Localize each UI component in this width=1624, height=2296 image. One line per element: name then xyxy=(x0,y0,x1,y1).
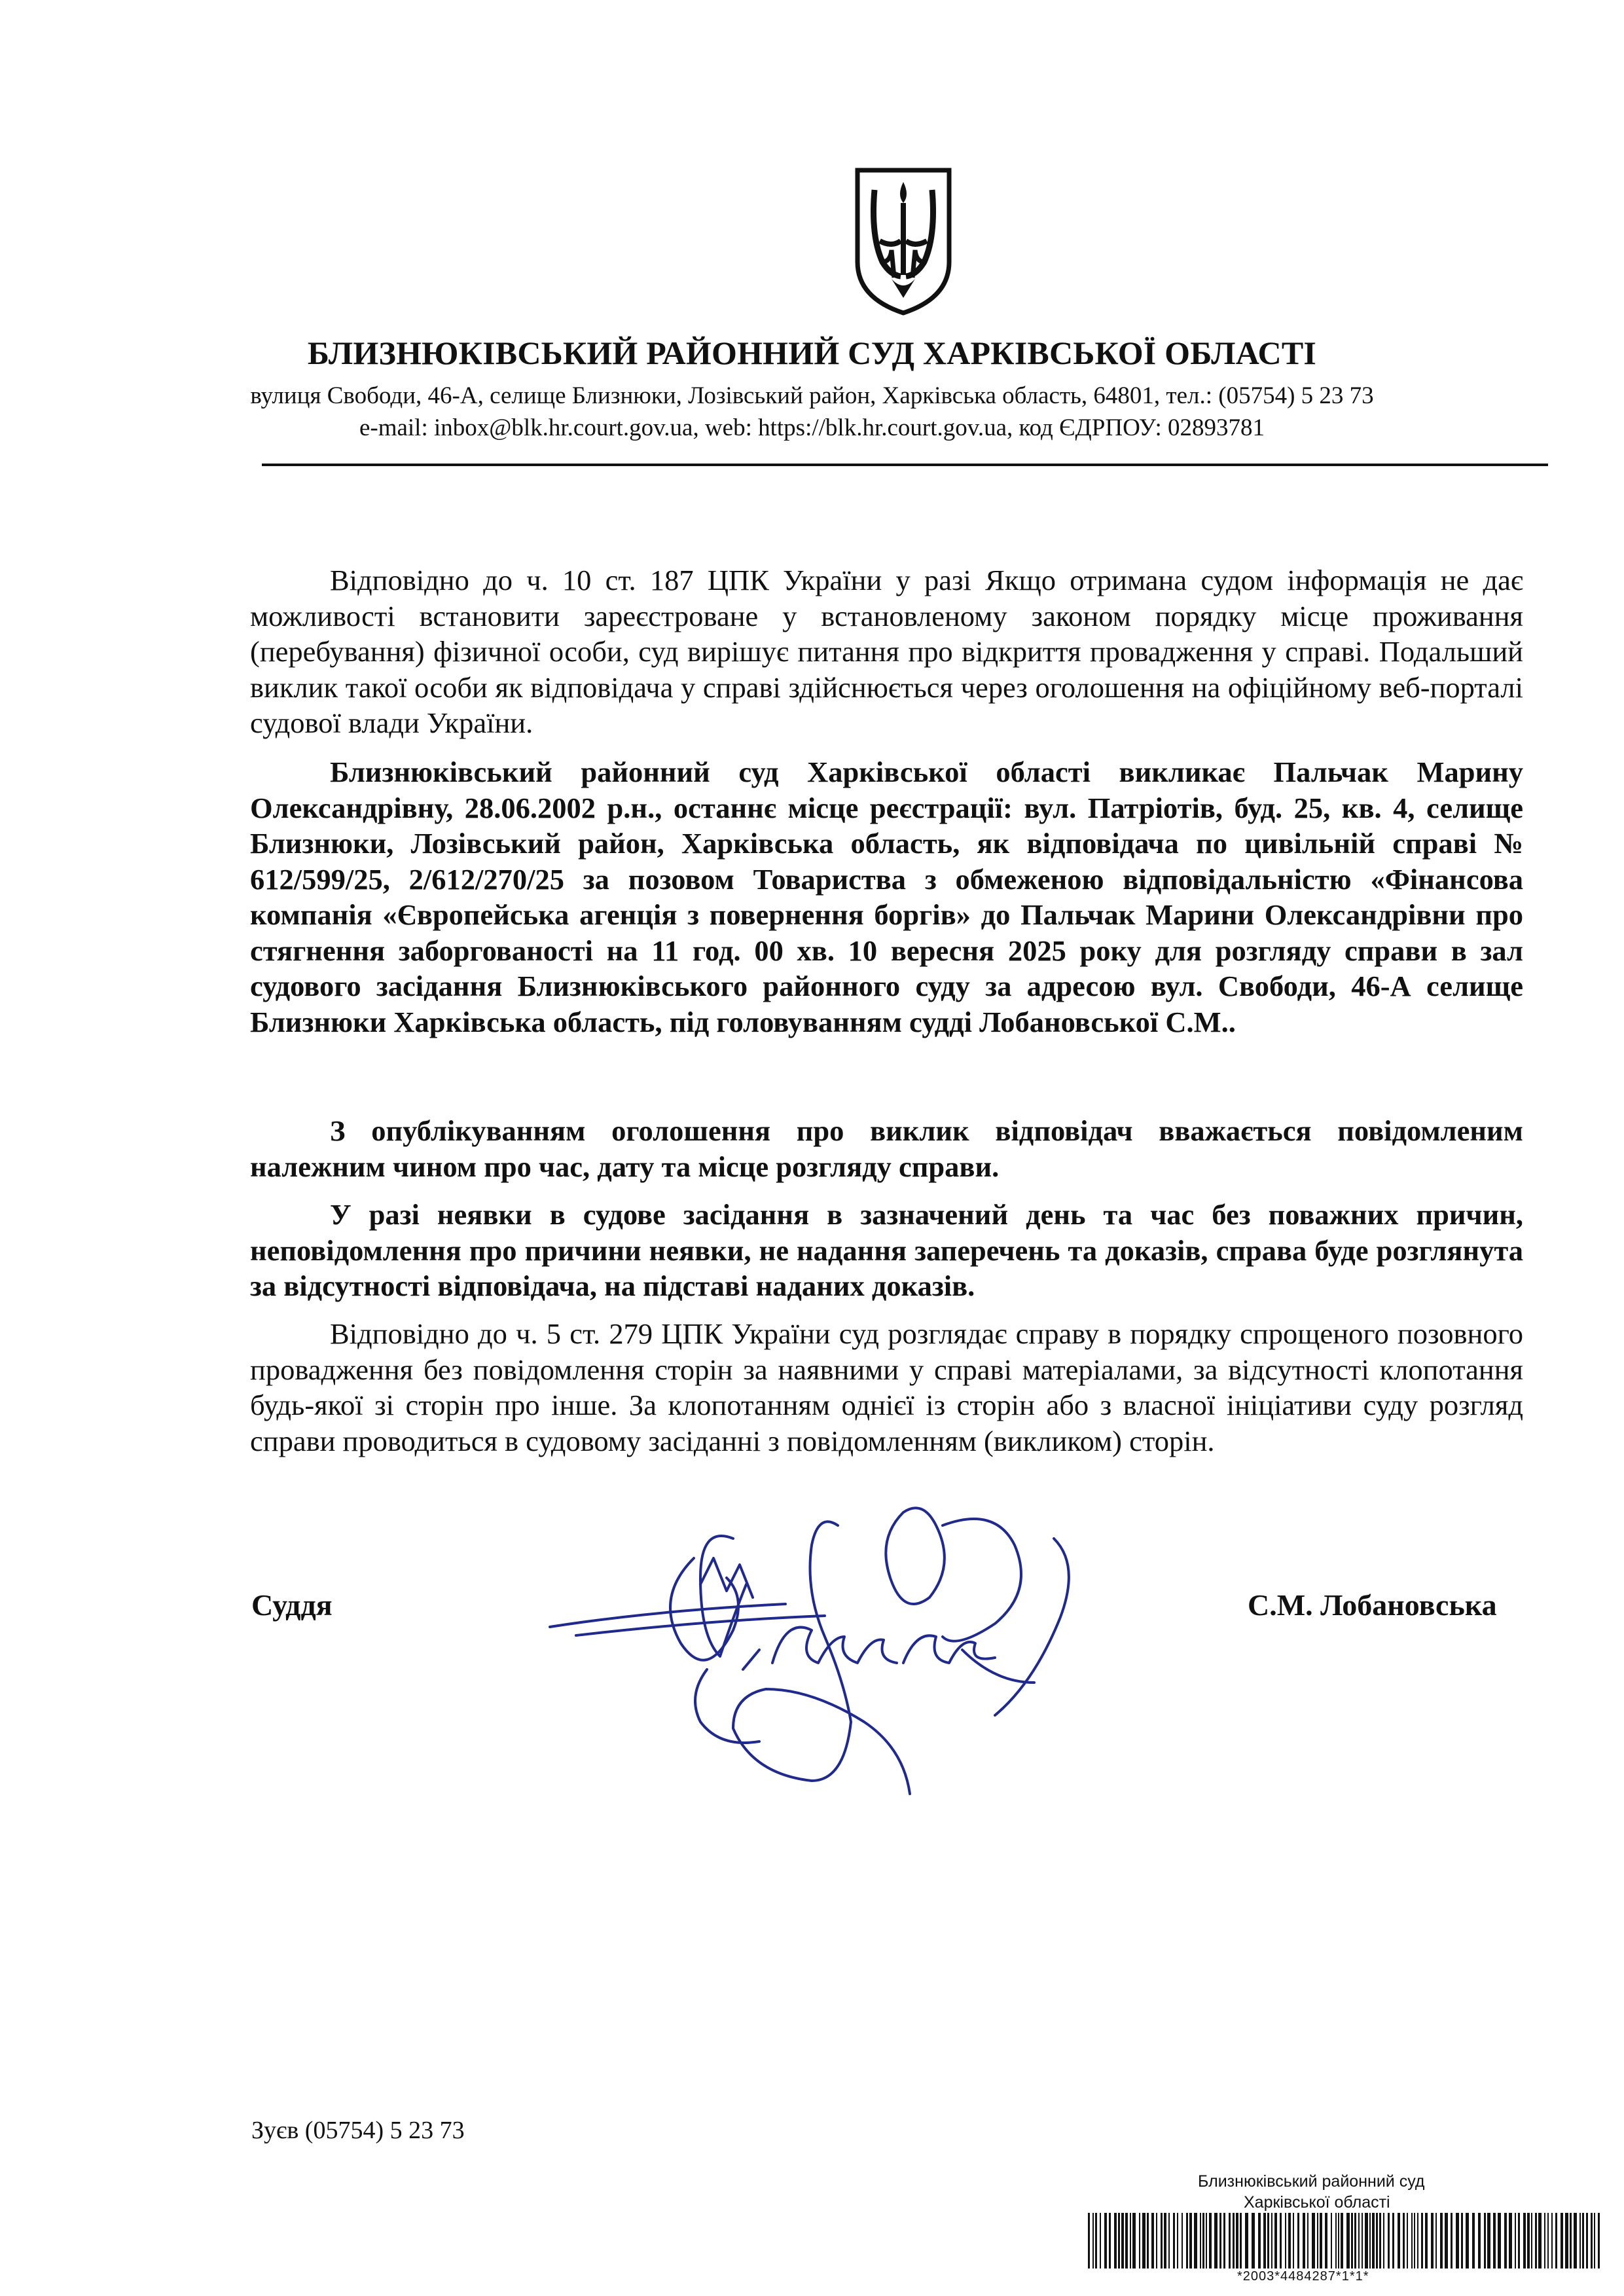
court-contacts: e-mail: inbox@blk.hr.court.gov.ua, web: https://blk.hr.court.gov.ua, код ЄДРПОУ: 02893781 xyxy=(359,414,1265,441)
paragraph-non-appearance: У разі неявки в судове засідання в зазначений день та час без поважних причин, неповідомлення про причини неявки, не надання заперечень та доказів, справа буде розглянута за відсутності відповідача, на підставі наданих доказів. xyxy=(250,1198,1523,1302)
trident-coat-of-arms-icon xyxy=(851,164,956,318)
barcode-icon xyxy=(1088,2213,1605,2269)
court-title: БЛИЗНЮКІВСЬКИЙ РАЙОННИЙ СУД ХАРКІВСЬКОЇ ОБЛАСТІ xyxy=(307,335,1317,371)
paragraph-notice-effect: З опублікуванням оголошення про виклик відповідач вважається повідомленим належним чином про час, дату та місце розгляду справи. xyxy=(250,1114,1523,1183)
executor-contact: Зуєв (05754) 5 23 73 xyxy=(251,2117,465,2144)
barcode-number: *2003*4484287*1*1* xyxy=(1237,2269,1369,2284)
judge-name: С.М. Лобановська xyxy=(1248,1588,1497,1622)
paragraph-legal-basis: Відповідно до ч. 10 ст. 187 ЦПК України у разі Якщо отримана судом інформація не дає можливості встановити зареєстроване у встановленому законом порядку місце проживання (перебування) фізичної особи, суд вирішує питання про відкриття провадження у справі. Подальший виклик такої особи як відповідача у справі здійснюється через оголошення на офіційному веб-порталі судової влади України. xyxy=(250,564,1523,739)
judge-role-label: Суддя xyxy=(251,1588,333,1622)
stamp-court-region: Харківської області xyxy=(1244,2193,1390,2212)
paragraph-summons: Близнюківський районний суд Харківської області викликає Пальчак Марину Олександрівну, 28.06.2002 р.н., останнє місце реєстрації: вул. Патріотів, буд. 25, кв. 4, селище Близнюки, Лозівський район, Харківська область, як відповідача по цивільній справі № 612/599/25, 2/612/270/25 за позовом Товариства з обмеженою відповідальністю «Фінансова компанія «Європейська агенція з повернення боргів» до Пальчак Марини Олександрівни про стягнення заборгованості на 11 год. 00 хв. 10 вересня 2025 року для розгляду справи в зал судового засідання Близнюківського районного суду за адресою вул. Свободи, 46-А селище Близнюки Харківська область, під головуванням судді Лобановської С.М.. xyxy=(250,756,1523,1038)
handwritten-signature-icon xyxy=(537,1486,1126,1840)
stamp-court-name: Близнюківський районний суд xyxy=(1198,2172,1425,2191)
paragraph-simplified-procedure: Відповідно до ч. 5 ст. 279 ЦПК України суд розглядає справу в порядку спрощеного позовного провадження без повідомлення сторін за наявними у справі матеріалами, за відсутності клопотання будь-якої зі сторін про інше. За клопотанням однієї із сторін або з власної ініціативи суду розгляд справи проводиться в судовому засіданні з повідомленням (викликом) сторін. xyxy=(250,1317,1523,1457)
header-divider xyxy=(262,464,1548,466)
court-address: вулиця Свободи, 46-А, селище Близнюки, Лозівський район, Харківська область, 64801, тел.: (05754) 5 23 73 xyxy=(250,382,1374,409)
